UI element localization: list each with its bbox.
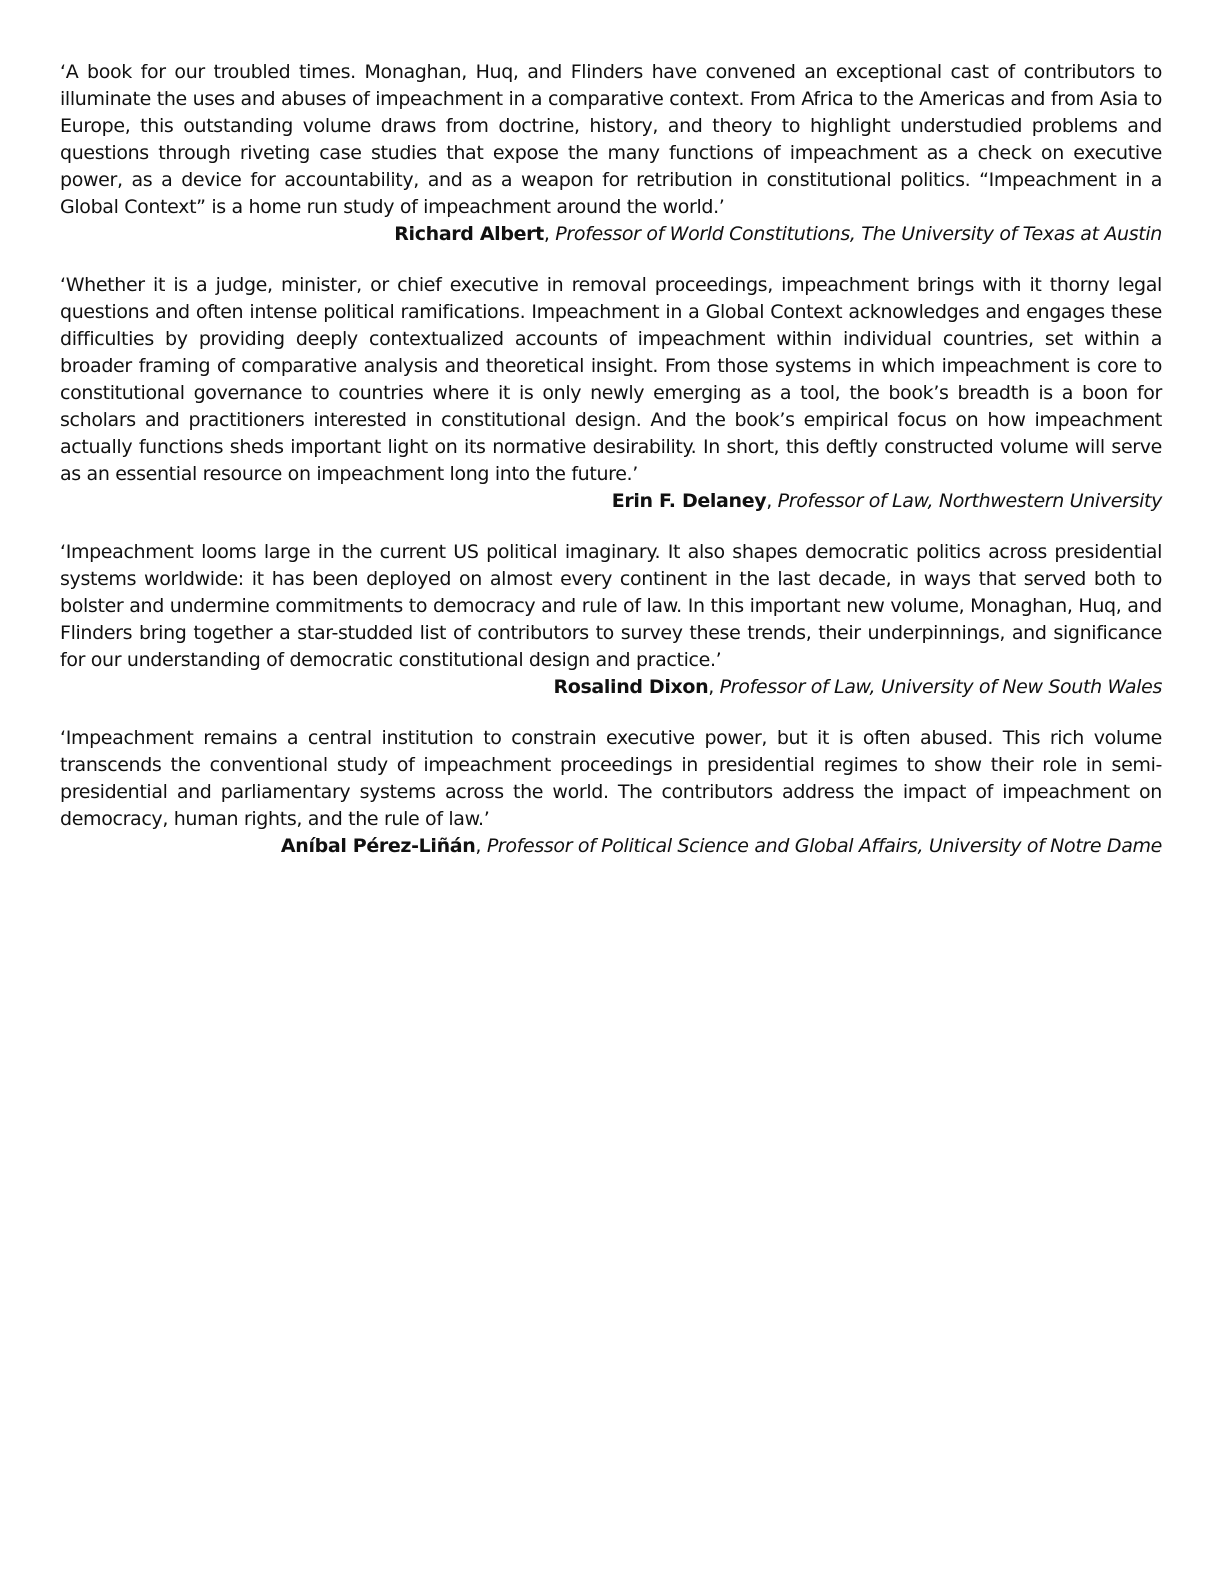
endorsement-attribution [60,833,1162,860]
attribution-separator: , [543,223,556,245]
endorsements-page [60,59,1162,884]
endorser-role: Professor of Political Science and Global Affairs, University of Notre Dame [486,835,1162,857]
endorser-name: Richard Albert [394,223,544,245]
endorser-name: Rosalind Dixon [553,676,709,698]
endorser-name: Aníbal Pérez-Liñán [280,835,476,857]
attribution-separator: , [766,490,778,512]
endorsement-quote: ‘Impeachment looms large in the current US political imaginary. It also shapes democratic politics across presidential systems worldwide: it has been deployed on almost every continent in the last decade, in ways that served both to bolster and undermine commitments to democracy and rule of law. In this important new volume, Monaghan, Huq, and Flinders bring together a star-studded list of contributors to survey these trends, their underpinnings, and significance for our understanding of democratic constitutional design and practice.’ [60,541,1162,671]
endorsement-1 [60,59,1162,248]
endorsement-quote: ‘A book for our troubled times. Monaghan, Huq, and Flinders have convened an exceptional cast of contributors to illuminate the uses and abuses of impeachment in a comparative context. From Africa to the Americas and from Asia to Europe, this outstanding volume draws from doctrine, history, and theory to highlight understudied problems and questions through riveting case studies that expose the many functions of impeachment as a check on executive power, as a device for accountability, and as a weapon for retribution in constitutional politics. “Impeachment in a Global Context” is a home run study of impeachment around the world.’ [60,61,1162,218]
attribution-separator: , [708,676,720,698]
endorser-role: Professor of Law, University of New South Wales [719,676,1162,698]
endorser-role: Professor of Law, Northwestern University [777,490,1162,512]
endorser-name: Erin F. Delaney [611,490,767,512]
endorsement-attribution [60,674,1162,701]
endorsement-2 [60,272,1162,515]
attribution-separator: , [475,835,487,857]
endorsement-attribution [60,488,1162,515]
endorsement-4 [60,725,1162,860]
endorsement-3 [60,539,1162,701]
endorsement-quote: ‘Whether it is a judge, minister, or chief executive in removal proceedings, impeachment brings with it thorny legal questions and often intense political ramifications. Impeachment in a Global Context acknowledges and engages these difficulties by providing deeply contextualized accounts of impeachment within individual countries, set within a broader framing of comparative analysis and theoretical insight. From those systems in which impeachment is core to constitutional governance to countries where it is only newly emerging as a tool, the book’s breadth is a boon for scholars and practitioners interested in constitutional design. And the book’s empirical focus on how impeachment actually functions sheds important light on its normative desirability. In short, this deftly constructed volume will serve as an essential resource on impeachment long into the future.’ [60,274,1162,485]
endorsement-quote: ‘Impeachment remains a central institution to constrain executive power, but it is often abused. This rich volume transcends the conventional study of impeachment proceedings in presidential regimes to show their role in semi-presidential and parliamentary systems across the world. The contributors address the impact of impeachment on democracy, human rights, and the rule of law.’ [60,727,1162,830]
endorsement-attribution [60,221,1162,248]
endorser-role: Professor of World Constitutions, The University of Texas at Austin [555,223,1162,245]
